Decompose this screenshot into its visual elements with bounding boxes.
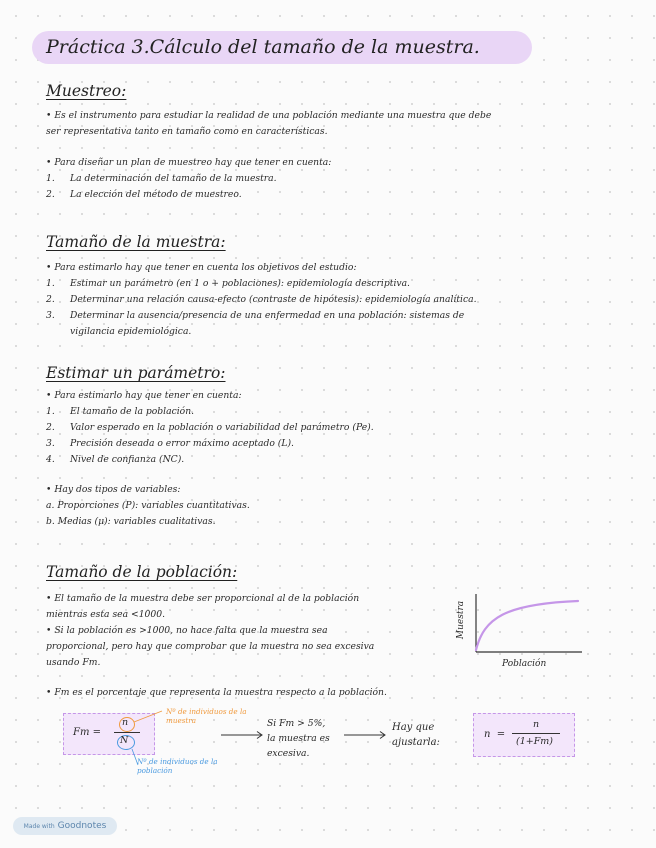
fm-denominator: N xyxy=(120,735,129,746)
annotation-N: Nº de individuos de la población xyxy=(137,757,218,775)
graph-x-label: Población xyxy=(502,659,547,669)
list-item: 2. Valor esperado en la población o variabilidad del parámetro (Pe). xyxy=(46,422,374,433)
heading-muestreo: Muestreo: xyxy=(46,82,127,100)
list-item: 1. Estimar un parámetro (en 1 o + poblaciones): epidemiología descriptiva. xyxy=(46,278,410,289)
poblacion-line: mientras esta sea <1000. xyxy=(46,609,165,620)
muestreo-p1-line1: • Es el instrumento para estudiar la realidad de una población mediante una muestra que debe xyxy=(46,110,492,121)
curve-graph xyxy=(456,590,585,675)
goodnotes-badge[interactable] xyxy=(13,817,117,835)
graph-curve xyxy=(476,601,578,650)
parametro-intro: • Para estimarlo hay que tener en cuenta: xyxy=(46,390,242,401)
list-item: a. Proporciones (P): variables cuantitativas. xyxy=(46,500,250,511)
poblacion-line: usando Fm. xyxy=(46,657,101,668)
graph-y-label: Muestra xyxy=(456,600,467,640)
arrow-right-icon xyxy=(343,730,388,740)
fm-label: Fm = xyxy=(73,727,101,738)
list-item-continuation: vigilancia epidemiológica. xyxy=(70,326,192,337)
adjusted-fraction-line xyxy=(512,733,560,734)
section-muestreo xyxy=(46,108,491,203)
poblacion-line: • El tamaño de la muestra debe ser proporcional al de la población xyxy=(46,593,360,604)
arrow-right-icon xyxy=(220,730,265,740)
muestreo-p1-line2: ser representativa tanto en tamaño como en características. xyxy=(46,126,328,137)
poblacion-line: • Si la población es >1000, no hace falta que la muestra sea xyxy=(46,625,328,636)
heading-estimar-parametro: Estimar un parámetro: xyxy=(46,364,226,382)
fm-definition: • Fm es el porcentaje que representa la muestra respecto a la población. xyxy=(46,687,387,698)
annotation-n: Nº de individuos de la muestra xyxy=(166,707,247,725)
badge-prefix: Made with xyxy=(23,822,55,830)
poblacion-line: proporcional, pero hay que comprobar que la muestra no sea excesiva xyxy=(46,641,375,652)
adjust-text: Hay que ajustarla: xyxy=(392,722,440,748)
badge-brand: Goodnotes xyxy=(57,821,107,831)
page-title: Práctica 3.Cálculo del tamaño de la muestra. xyxy=(46,36,480,58)
list-item: 3. Precisión deseada o error máximo aceptado (L). xyxy=(46,438,294,449)
list-item: 2. Determinar una relación causa-efecto (contraste de hipótesis): epidemiología analítica. xyxy=(46,294,477,305)
heading-tamano-muestra: Tamaño de la muestra: xyxy=(46,233,226,251)
list-item: 1. La determinación del tamaño de la muestra. xyxy=(46,173,277,184)
vars-intro: • Hay dos tipos de variables: xyxy=(46,484,181,495)
heading-tamano-poblacion: Tamaño de la población: xyxy=(46,563,238,581)
section-estimar-parametro xyxy=(46,388,374,530)
list-item: 4. Nivel de confianza (NC). xyxy=(46,454,185,465)
condition-text: Si Fm > 5%, la muestra es excesiva. xyxy=(267,718,330,759)
list-item: b. Medias (μ): variables cualitativas. xyxy=(46,516,216,527)
adjusted-lhs: n = xyxy=(484,729,506,740)
fm-numerator: n xyxy=(122,717,129,728)
adjusted-denominator: (1+Fm) xyxy=(516,736,554,747)
tamano-intro: • Para estimarlo hay que tener en cuenta los objetivos del estudio: xyxy=(46,262,357,273)
adjusted-numerator: n xyxy=(533,719,540,730)
section-tamano-muestra xyxy=(46,260,477,340)
list-item: 3. Determinar la ausencia/presencia de una enfermedad en una población: sistemas de xyxy=(46,310,465,321)
muestreo-p2: • Para diseñar un plan de muestreo hay que tener en cuenta: xyxy=(46,157,332,168)
list-item: 2. La elección del método de muestreo. xyxy=(46,189,242,200)
section-tamano-poblacion xyxy=(46,591,387,701)
list-item: 1. El tamaño de la población. xyxy=(46,406,195,417)
